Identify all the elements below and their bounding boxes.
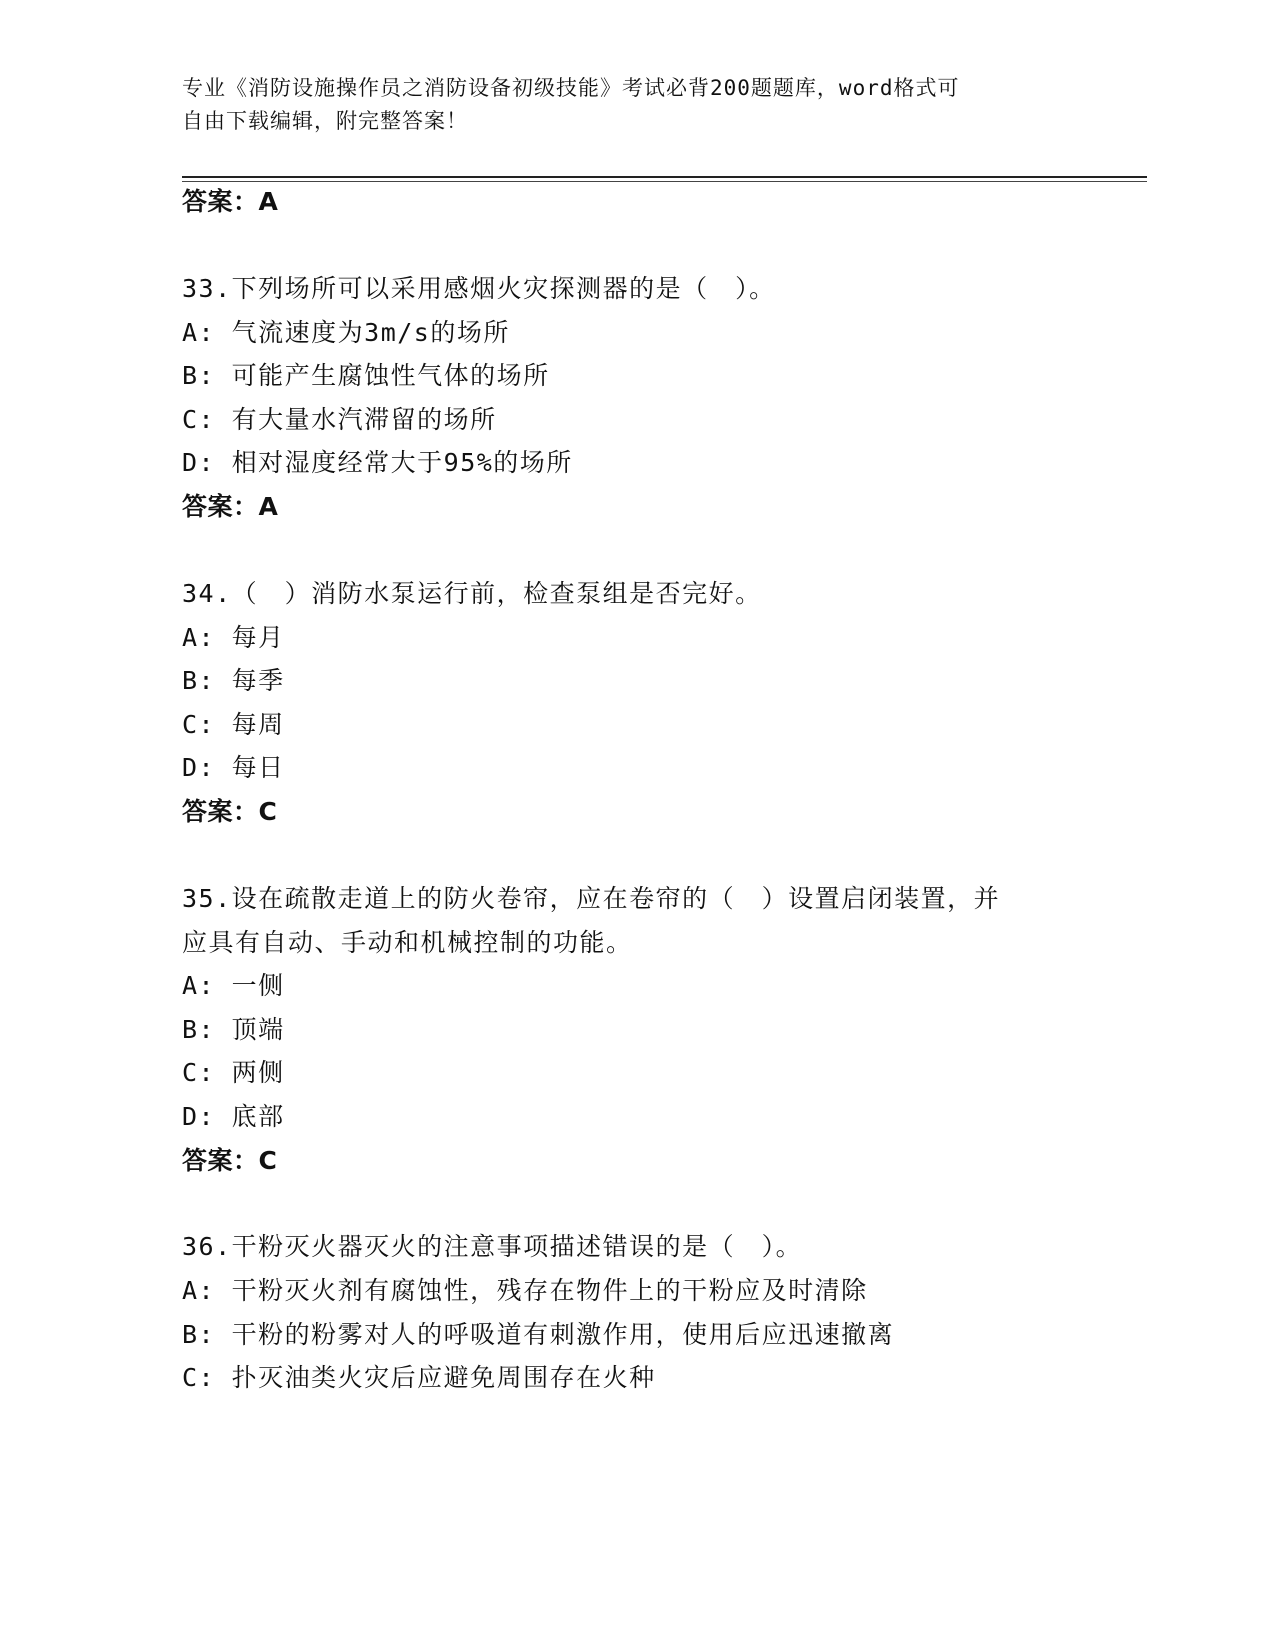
- answer-q34: 答案：C: [182, 797, 278, 826]
- question-33-option-d: D: 相对湿度经常大于95%的场所: [182, 448, 573, 477]
- question-35-option-b: B: 顶端: [182, 1015, 285, 1044]
- header-line-1: 专业《消防设施操作员之消防设备初级技能》考试必背200题题库，word格式可: [182, 76, 960, 100]
- question-35-option-a: A: 一侧: [182, 971, 285, 1000]
- question-33-stem: 33.下列场所可以采用感烟火灾探测器的是（ ）。: [182, 274, 776, 303]
- question-33-option-b: B: 可能产生腐蚀性气体的场所: [182, 361, 550, 390]
- question-34-option-c: C: 每周: [182, 710, 285, 739]
- question-36-option-a: A: 干粉灭火剂有腐蚀性，残存在物件上的干粉应及时清除: [182, 1276, 868, 1305]
- question-36-option-b: B: 干粉的粉雾对人的呼吸道有刺激作用，使用后应迅速撤离: [182, 1320, 895, 1349]
- question-35-stem-line-2: 应具有自动、手动和机械控制的功能。: [182, 928, 633, 957]
- header-line-2: 自由下载编辑，附完整答案！: [182, 109, 468, 133]
- question-36-option-c: C: 扑灭油类火灾后应避免周围存在火种: [182, 1363, 656, 1392]
- question-33-option-c: C: 有大量水汽滞留的场所: [182, 405, 497, 434]
- question-33-option-a: A: 气流速度为3m/s的场所: [182, 318, 510, 347]
- question-36-stem: 36.干粉灭火器灭火的注意事项描述错误的是（ ）。: [182, 1232, 803, 1261]
- answer-q33: 答案：A: [182, 492, 279, 521]
- answer-q35: 答案：C: [182, 1146, 278, 1175]
- question-35-stem-line-1: 35.设在疏散走道上的防火卷帘，应在卷帘的（ ）设置启闭装置，并: [182, 884, 1001, 913]
- header-divider-thick: [182, 176, 1147, 178]
- question-35-option-d: D: 底部: [182, 1102, 285, 1131]
- document-header: [182, 72, 1062, 138]
- answer-q32: 答案：A: [182, 187, 279, 216]
- question-34-stem: 34.（ ）消防水泵运行前，检查泵组是否完好。: [182, 579, 762, 608]
- question-34-option-a: A: 每月: [182, 623, 285, 652]
- header-divider-thin: [182, 181, 1147, 182]
- question-35-option-c: C: 两侧: [182, 1058, 285, 1087]
- question-34-option-b: B: 每季: [182, 666, 285, 695]
- question-34-option-d: D: 每日: [182, 753, 285, 782]
